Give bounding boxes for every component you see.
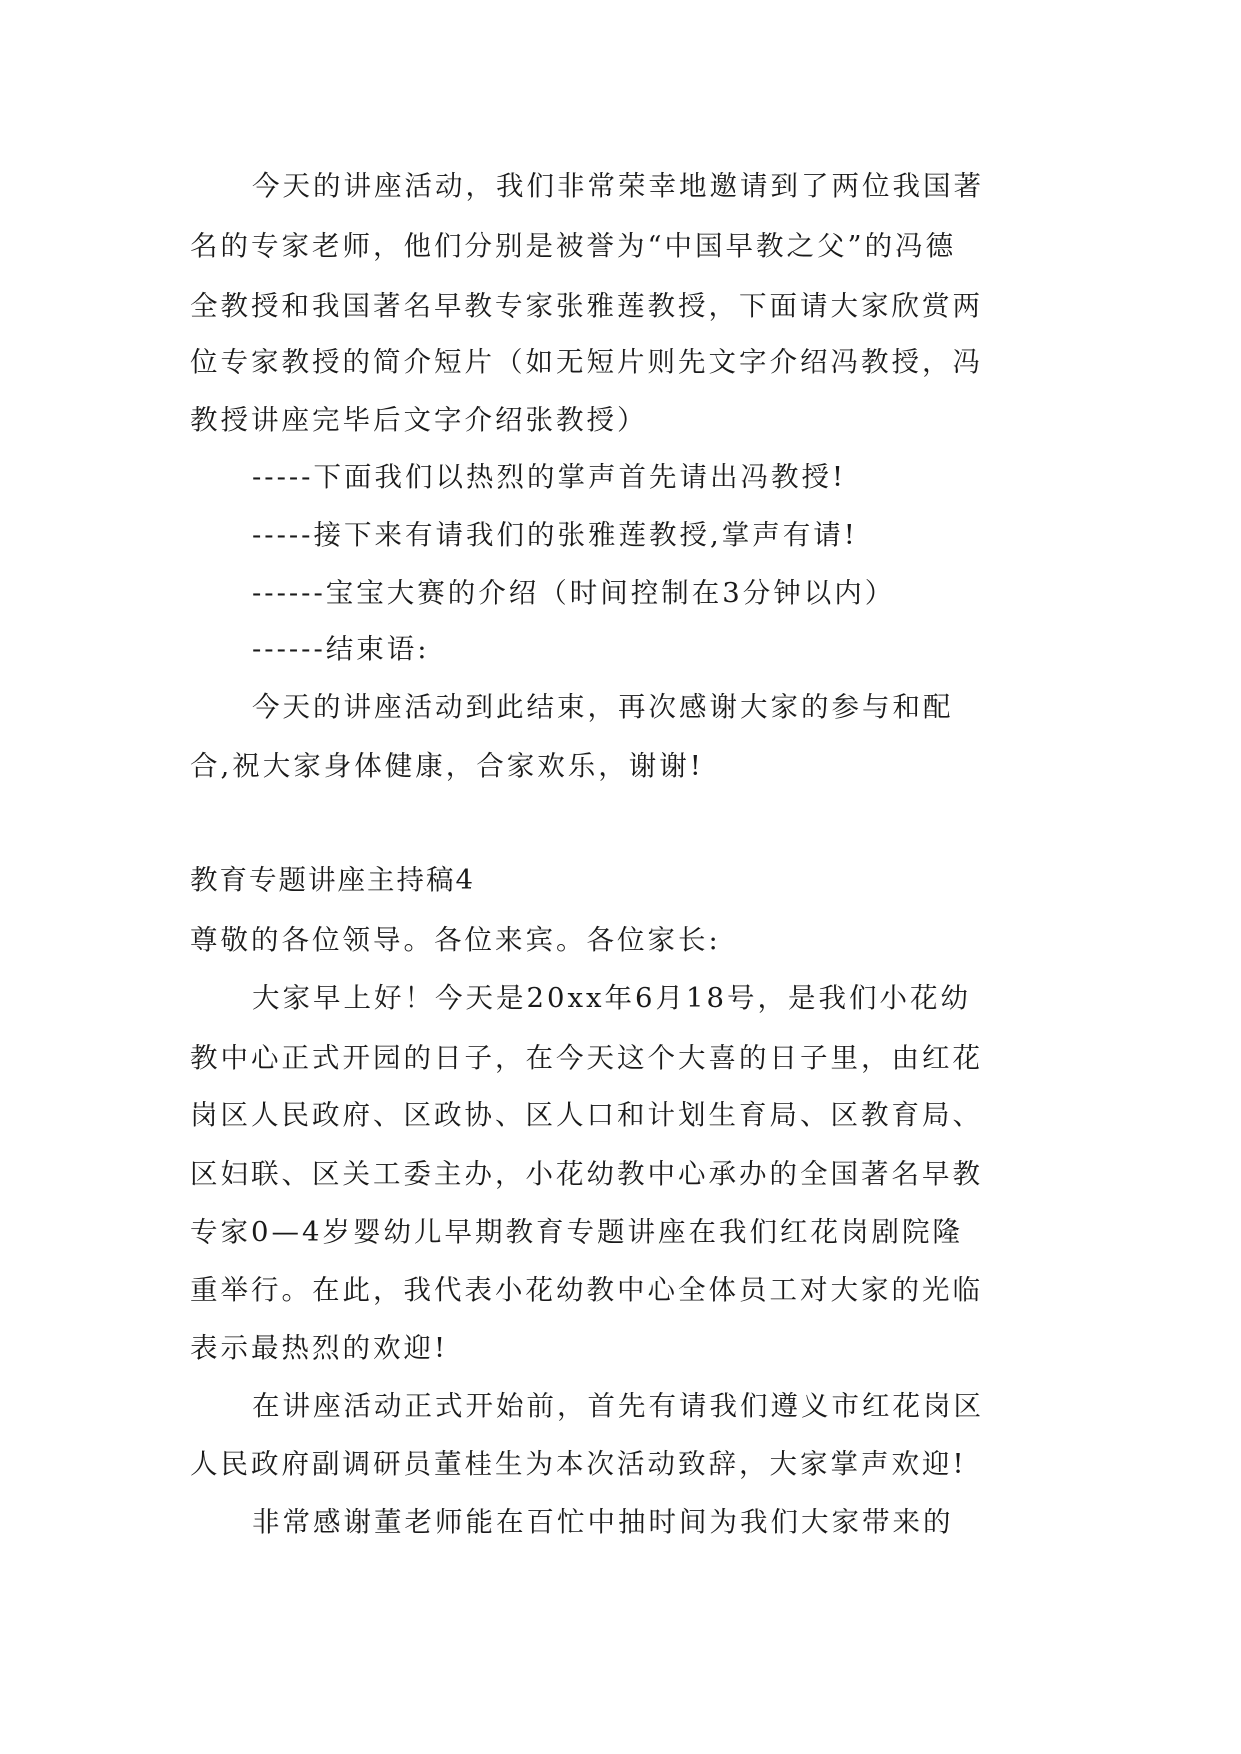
text-line: 全教授和我国著名早教专家张雅莲教授，下面请大家欣赏两 — [190, 290, 983, 322]
text-line: ------宝宝大赛的介绍（时间控制在3分钟以内） — [252, 577, 896, 609]
text-line: 名的专家老师，他们分别是被誉为“中国早教之父”的冯德 — [190, 230, 957, 262]
text-line: 大家早上好！今天是20xx年6月18号，是我们小花幼 — [252, 982, 971, 1014]
text-line: 今天的讲座活动，我们非常荣幸地邀请到了两位我国著 — [252, 170, 984, 202]
text-line: 区妇联、区关工委主办，小花幼教中心承办的全国著名早教 — [190, 1158, 983, 1190]
text-line: -----接下来有请我们的张雅莲教授,掌声有请! — [252, 519, 858, 551]
text-line: -----下面我们以热烈的掌声首先请出冯教授! — [252, 461, 847, 493]
text-line: 人民政府副调研员董桂生为本次活动致辞，大家掌声欢迎! — [190, 1448, 967, 1480]
text-line: 非常感谢董老师能在百忙中抽时间为我们大家带来的 — [252, 1506, 954, 1538]
text-line: 教授讲座完毕后文字介绍张教授） — [190, 404, 648, 436]
section-heading: 教育专题讲座主持稿4 — [190, 864, 475, 896]
text-line: 今天的讲座活动到此结束，再次感谢大家的参与和配 — [252, 691, 954, 723]
text-line: 重举行。在此，我代表小花幼教中心全体员工对大家的光临 — [190, 1274, 983, 1306]
text-line: 表示最热烈的欢迎! — [190, 1332, 449, 1364]
text-line: 专家0—4岁婴幼儿早期教育专题讲座在我们红花岗剧院隆 — [190, 1216, 963, 1248]
text-line: 教中心正式开园的日子，在今天这个大喜的日子里，由红花 — [190, 1042, 983, 1074]
text-line: 在讲座活动正式开始前，首先有请我们遵义市红花岗区 — [252, 1390, 984, 1422]
salutation: 尊敬的各位领导。各位来宾。各位家长: — [190, 924, 721, 956]
text-line: 位专家教授的简介短片（如无短片则先文字介绍冯教授，冯 — [190, 346, 983, 378]
text-line: ------结束语: — [252, 633, 430, 665]
text-line: 岗区人民政府、区政协、区人口和计划生育局、区教育局、 — [190, 1099, 983, 1131]
text-line: 合,祝大家身体健康，合家欢乐，谢谢! — [190, 750, 704, 782]
